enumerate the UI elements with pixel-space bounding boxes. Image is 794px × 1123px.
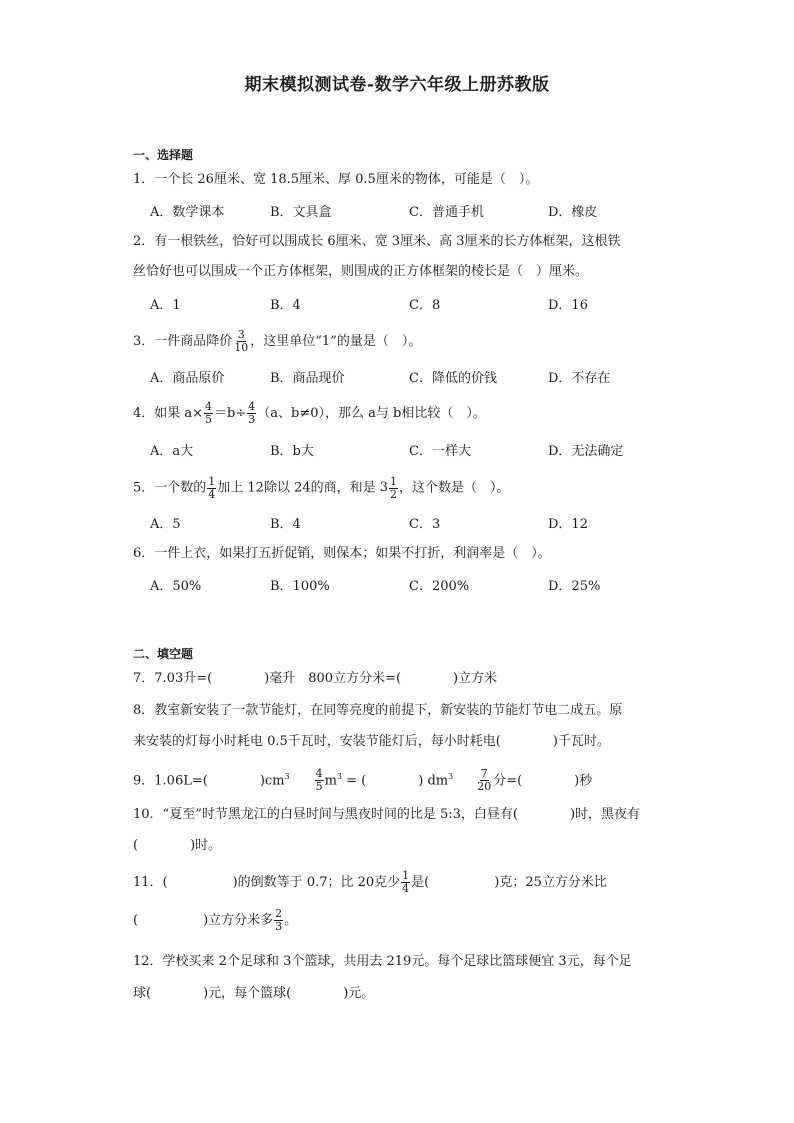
question-11-prefix: 11．( )的倒数等于 0.7；比 20克少 [133,875,401,890]
option-d: D．无法确定 [548,444,624,459]
question-3-suffix: ，这里单位“1”的量是（ ）。 [250,334,422,349]
numerator: 4 [248,400,256,413]
fraction [233,329,249,354]
option-c: C．一样大 [409,444,471,459]
option-c: C．8 [409,298,441,313]
question-10-line-1: 10．“夏至”时节黑龙江的白昼时间与黑夜时间的比是 5:3，白昼有( )时，黑夜有 [133,807,641,822]
denominator: 3 [275,920,283,933]
fraction [207,476,216,501]
question-2-line-1: 2．有一根铁丝，恰好可以围成长 6厘米、宽 3厘米、高 3厘米的长方体框架，这根铁 [133,234,621,249]
question-2-line-2: 丝恰好也可以围成一个正方体框架，则围成的正方体框架的棱长是（ ）厘米。 [133,264,589,279]
fraction [401,870,410,895]
question-4-prefix: 4．如果 a× [133,406,204,421]
question-11-line-1 [133,868,663,898]
question-6: 6．一件上衣，如果打五折促销，则保本；如果不打折，利润率是（ ）。 [133,546,551,561]
fraction [389,476,398,501]
denominator: 3 [248,413,256,426]
question-11-mid: 是( )克；25立方分米比 [411,875,607,890]
denominator: 5 [205,413,213,426]
fraction [204,401,213,426]
question-1: 1．一个长 26厘米、宽 18.5厘米、厚 0.5厘米的物体，可能是（ ）。 [133,172,539,187]
question-11-line-2-suffix: 。 [284,913,298,928]
question-3 [133,328,663,356]
denominator: 20 [477,780,492,794]
question-8-line-2: 来安装的灯每小时耗电 0.5千瓦时，安装节能灯后，每小时耗电( )千瓦时。 [133,734,610,749]
question-11-line-2-prefix: ( )立方分米多 [133,913,274,928]
fraction [476,768,492,793]
question-2-options [150,294,670,314]
numerator: 2 [275,907,283,920]
numerator: 4 [315,767,323,781]
fraction [247,401,256,426]
page-title: 期末模拟测试卷-数学六年级上册苏教版 [244,75,550,95]
question-4-suffix: （a、b≠0），那么 a与 b相比较（ ）。 [257,406,486,421]
denominator: 4 [402,882,410,895]
question-4-mid: ＝b÷ [214,406,247,421]
question-9-part-3: = ( ) dm [342,773,449,789]
option-b: B．文具盒 [270,205,332,220]
superscript: 3 [336,772,343,781]
question-9-part-4: 分=( )秒 [493,773,593,789]
section-heading-choice: 一、选择题 [133,148,194,162]
option-d: D．不存在 [548,371,611,386]
option-a: A．5 [150,517,181,532]
superscript: 3 [448,772,454,781]
question-9-part-2: m [324,773,337,789]
option-c: C．200% [409,579,470,594]
denominator: 2 [390,487,398,501]
question-9 [133,762,663,796]
question-12-line-2: 球( )元，每个篮球( )元。 [133,986,375,1001]
denominator: 4 [208,487,216,501]
option-a: A．商品原价 [150,371,225,386]
question-12-line-1: 12．学校买来 2个足球和 3个篮球，共用去 219元。每个足球比篮球便宜 3元，每个足 [133,954,632,969]
superscript: 3 [284,772,290,781]
question-5-options [150,513,670,533]
question-4-options [150,440,670,460]
numerator: 4 [205,400,213,413]
question-7: 7．7.03升=( )毫升 800立方分米=( )立方米 [133,671,498,686]
question-3-options [150,367,670,387]
question-5-mid: 加上 12除以 24的商，和是 [217,480,380,496]
numerator: 1 [390,474,398,488]
option-b: B．4 [270,298,301,313]
option-b: B．b大 [270,444,314,459]
option-a: A．1 [150,298,181,313]
question-3-prefix: 3．一件商品降价 [133,334,233,349]
option-d: D．25% [548,579,601,594]
numerator: 7 [480,767,488,781]
question-10-line-2: ( )时。 [133,838,222,853]
question-5-prefix: 5．一个数的 [133,480,207,496]
option-d: D．橡皮 [548,205,598,220]
option-c: C．普通手机 [409,205,484,220]
option-b: B．4 [270,517,301,532]
option-c: C．降低的价钱 [409,371,497,386]
denominator: 10 [234,341,249,354]
question-1-options [150,201,670,221]
question-11-line-2 [133,906,663,936]
numerator: 1 [402,869,410,882]
question-5 [133,474,663,503]
option-d: D．16 [548,298,588,313]
option-c: C．3 [409,517,441,532]
numerator: 1 [208,474,216,488]
option-b: B．商品现价 [270,371,345,386]
option-d: D．12 [548,517,588,532]
fraction [315,768,324,793]
option-a: A．数学课本 [150,205,225,220]
fraction [274,908,283,933]
numerator: 3 [237,328,245,341]
section-heading-fill: 二、填空题 [133,647,194,661]
mixed-number-whole: 3 [379,480,389,495]
option-a: A．50% [150,579,202,594]
question-9-part-1: 9．1.06L=( )cm [133,773,285,789]
denominator: 5 [315,780,323,794]
question-8-line-1: 8．教室新安装了一款节能灯，在同等亮度的前提下，新安装的节能灯节电二成五。原 [133,703,623,718]
option-a: A．a大 [150,444,194,459]
question-4 [133,400,663,428]
option-b: B．100% [270,579,330,594]
question-6-options [150,575,670,595]
question-5-suffix: ，这个数是（ ）。 [399,480,510,496]
